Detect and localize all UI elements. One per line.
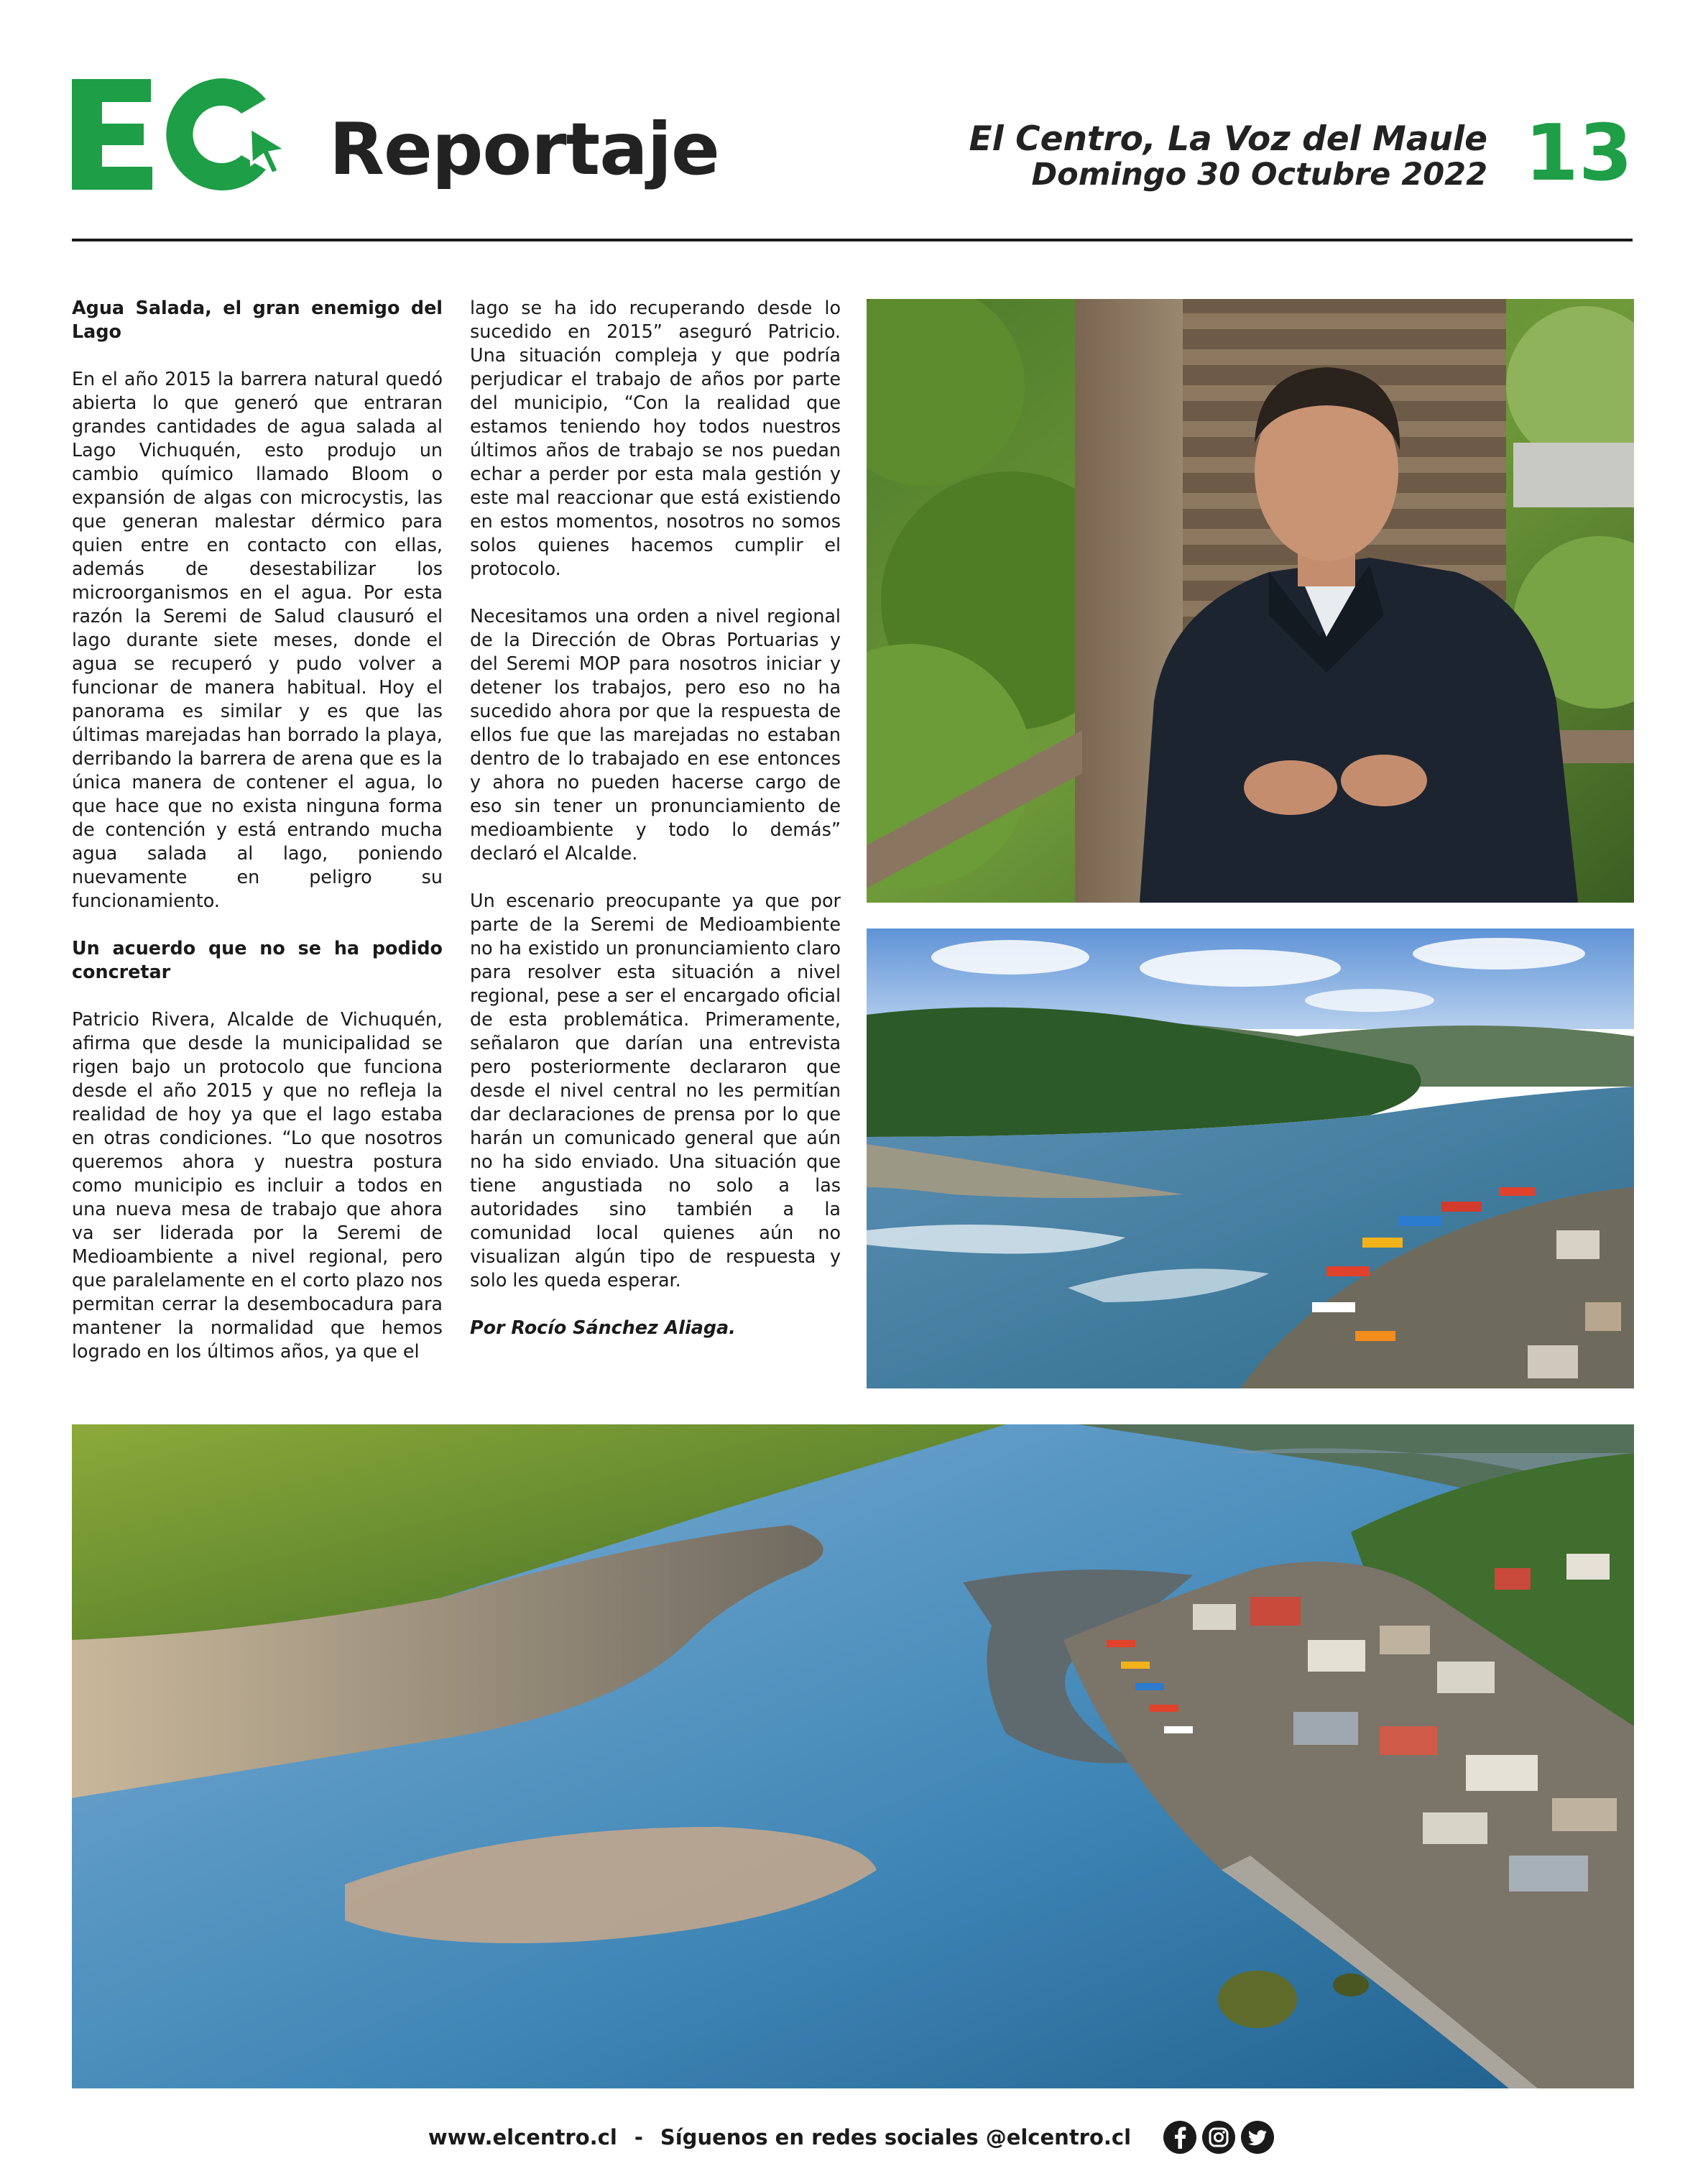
masthead xyxy=(969,121,1487,191)
subheading-agua-salada: Agua Salada, el gran enemigo del Lago xyxy=(72,297,443,342)
river-mouth-aerial-photo xyxy=(72,1424,1634,2088)
mayor-portrait-photo xyxy=(867,299,1634,903)
article-column-1 xyxy=(72,296,443,1387)
paragraph: En el año 2015 la barrera natural quedó abierta lo que generó que entraran grandes cantidades de agua salada al Lago Vichuquén, esto produjo un cambio químico llamado Bloom o expansión de algas con microcystis, las que generan malestar dérmico para quien entre en contacto con ellas, además de desestabilizar los microorganismos en el agua. Por esta razón la Seremi de Salud clausuró el lago durante siete meses, donde el agua se recuperó y pudo volver a funcionar de manera habitual. Hoy el panorama es similar y es que las últimas marejadas han borrado la playa, derribando la barrera de arena que es la única manera de contener el agua, lo que hace que no exista ninguna forma de contención y está entrando mucha agua salada al lago, poniendo nuevamente en peligro su funcionamiento. xyxy=(72,368,443,911)
footer-separator: - xyxy=(634,2125,643,2150)
section-title: Reportaje xyxy=(329,107,719,191)
social-handle-text: Síguenos en redes sociales @elcentro.cl xyxy=(660,2125,1132,2150)
paragraph: lago se ha ido recuperando desde lo sucedido en 2015” aseguró Patricio. Una situación compleja y que podría perjudicar el trabajo de años por parte del municipio, “Con la realidad que estamos teniendo hoy todos nuestros últimos años de trabajo se nos puedan echar a perder por esta mala gestión y este mal reaccionar que está existiendo en estos momentos, nosotros no somos solos quienes hacemos cumplir el protocolo. xyxy=(470,297,841,579)
social-icons xyxy=(1163,2120,1275,2155)
subheading-acuerdo: Un acuerdo que no se ha podido concretar xyxy=(72,937,443,982)
coast-aerial-photo xyxy=(867,929,1634,1388)
paper-name: El Centro, La Voz del Maule xyxy=(969,119,1487,159)
paragraph: Patricio Rivera, Alcalde de Vichuquén, afirma que desde la municipalidad se rigen bajo un protocolo que funciona desde el año 2015 y que no refleja la realidad de hoy ya que el lago estaba en otras condiciones. “Lo que nosotros queremos ahora y nuestra postura como municipio es incluir a todos en una nueva mesa de trabajo que ahora va ser liderada por la Seremi de Medioambiente a nivel regional, pero que paralelamente en el corto plazo nos permitan cerrar la desembocadura para mantener la normalidad que hemos logrado en los últimos años, ya que el xyxy=(72,1008,443,1362)
header-divider xyxy=(72,239,1633,241)
website-link[interactable]: www.elcentro.cl xyxy=(428,2125,617,2150)
page-number: 13 xyxy=(1524,109,1633,198)
issue-date: Domingo 30 Octubre 2022 xyxy=(1031,157,1487,193)
twitter-icon[interactable] xyxy=(1240,2120,1275,2155)
page-footer xyxy=(0,2116,1703,2159)
facebook-icon[interactable] xyxy=(1163,2120,1197,2155)
paragraph: Un escenario preocupante ya que por parte de la Seremi de Medioambiente no ha existido un pronunciamiento claro para resolver esta situación a nivel regional, pese a ser el encargado oficial de esta problemática. Primeramente, señalaron que darían una entrevista pero posteriormente declararon que desde el nivel central no les permitían dar declaraciones de prensa por lo que harán un comunicado general que aún no ha sido enviado. Una situación que tiene angustiada no solo a las autoridades sino también a la comunidad local quienes aún no visualizan algún tipo de respuesta y solo les queda esperar. xyxy=(470,890,841,1291)
article-column-2 xyxy=(470,296,841,1363)
newspaper-logo xyxy=(72,72,287,194)
instagram-icon[interactable] xyxy=(1201,2120,1236,2155)
byline: Por Rocío Sánchez Aliaga. xyxy=(470,1317,736,1338)
paragraph: Necesitamos una orden a nivel regional de la Dirección de Obras Portuarias y del Seremi MOP para nosotros iniciar y detener los trabajos, pero eso no ha sucedido ahora por que la respuesta de ellos fue que las marejadas no estaban dentro de lo trabajado en ese entonces y ahora no pueden hacerse cargo de eso sin tener un pronunciamiento de medioambiente y todo lo demás” declaró el Alcalde. xyxy=(470,605,841,864)
